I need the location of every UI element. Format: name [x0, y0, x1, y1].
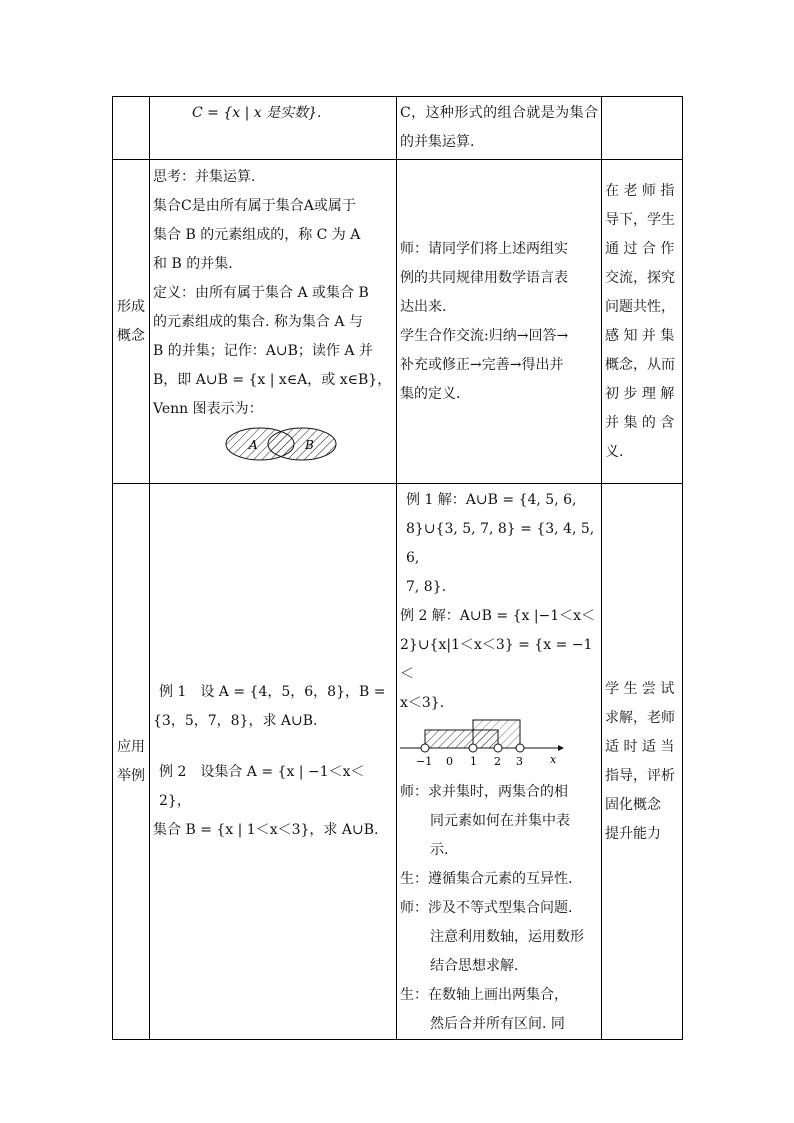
- solution-line: 2}∪{x|1＜x＜3} = {x = −1＜: [400, 637, 593, 682]
- purpose-line: 感 知 并 集: [605, 327, 675, 344]
- dialog-line: 结合思想求解.: [430, 958, 519, 974]
- stage-cell-empty: [113, 97, 150, 160]
- content-line: 集合C是由所有属于集合A或属于: [153, 198, 356, 214]
- venn-set-b: [268, 428, 336, 460]
- purpose-line: 概念，从而: [605, 356, 675, 373]
- content-cell: [150, 97, 397, 160]
- stage-label-concept: 形成概念: [113, 160, 150, 484]
- purpose-line: 交流，探究: [605, 269, 675, 286]
- concept-content-cell: [150, 160, 397, 484]
- tick-label: 2: [494, 755, 501, 768]
- teacher-line: 例的共同规律用数学语言表: [400, 269, 568, 286]
- teacher-line: 集的定义.: [400, 385, 461, 402]
- tick-label: −1: [416, 755, 433, 768]
- dialog-line: 生：在数轴上画出两集合，: [400, 987, 568, 1003]
- open-point: [494, 744, 502, 752]
- example2-line: 集合 B = {x | 1＜x＜3}，求 A∪B.: [153, 822, 379, 838]
- solution-line: 7, 8}.: [406, 579, 447, 595]
- teacher-cell: [397, 97, 602, 160]
- examples-content-cell: [150, 484, 397, 1040]
- tick-label: 0: [446, 755, 453, 768]
- tick-label: 3: [516, 755, 523, 768]
- purpose-cell-empty: [602, 97, 683, 160]
- table-row-concept: [113, 160, 683, 484]
- purpose-line: 适 时 适 当: [605, 738, 675, 755]
- purpose-line: 通 过 合 作: [605, 240, 675, 257]
- open-point: [469, 744, 477, 752]
- concept-purpose-cell: [602, 160, 683, 484]
- dialog-line: 注意利用数轴，运用数形: [430, 929, 584, 945]
- tick-label: 1: [470, 755, 477, 768]
- content-line: 集合 B 的元素组成的，称 C 为 A: [153, 227, 361, 243]
- axis-arrow-icon: [558, 745, 564, 751]
- lesson-plan-table: [112, 96, 683, 1040]
- teacher-line: 达出来.: [400, 298, 447, 315]
- dialog-line: 生：遵循集合元素的互异性.: [400, 871, 573, 887]
- purpose-line: 导下，学生: [605, 211, 675, 228]
- table-row-examples: [113, 484, 683, 1040]
- examples-teacher-cell: [397, 484, 602, 1040]
- purpose-line: 问题共性，: [605, 298, 675, 315]
- dialog-line: 师：涉及不等式型集合问题.: [400, 900, 573, 916]
- table-row-continuation: [113, 97, 683, 160]
- axis-label-x: x: [550, 753, 557, 766]
- content-line: B 的并集；记作：A∪B；读作 A 并: [153, 343, 373, 359]
- example1-line: {3，5，7，8}，求 A∪B.: [153, 713, 318, 729]
- purpose-line: 并 集 的 含: [605, 414, 675, 431]
- purpose-line: 指导，评析: [605, 767, 675, 784]
- example1-line: 例 1 设 A = {4，5，6，8}，B =: [159, 684, 386, 700]
- content-line: Venn 图表示为：: [153, 401, 263, 417]
- teacher-line: 师：请同学们将上述两组实: [400, 240, 568, 257]
- solution-line: 例 1 解：A∪B = {4, 5, 6,: [406, 492, 577, 508]
- teacher-text: C，这种形式的组合就是为集合的并集运算.: [400, 105, 598, 150]
- purpose-line: 学 生 尝 试: [605, 680, 675, 697]
- dialog-line: 师：求并集时，两集合的相: [400, 784, 568, 800]
- dialog-line: 示.: [430, 842, 449, 858]
- purpose-line: 求解，老师: [605, 709, 675, 726]
- content-line: 和 B 的并集.: [153, 256, 233, 272]
- dialog-line: 然后合并所有区间. 同: [430, 1016, 565, 1032]
- content-line: 定义：由所有属于集合 A 或集合 B: [153, 285, 369, 301]
- concept-teacher-cell: [397, 160, 602, 484]
- solution-line: 例 2 解：A∪B = {x |−1＜x＜: [400, 608, 596, 624]
- teacher-line: 补充或修正→完善→得出并: [400, 356, 564, 373]
- purpose-line: 提升能力: [605, 825, 661, 842]
- solution-line: x＜3}.: [400, 695, 445, 711]
- content-line: 思考：并集运算.: [153, 169, 256, 185]
- venn-label-b: B: [305, 438, 314, 452]
- purpose-line: 在 老 师 指: [605, 182, 675, 199]
- purpose-line: 固化概念: [605, 796, 661, 813]
- dialog-line: 同元素如何在并集中表: [430, 813, 570, 829]
- open-point: [516, 744, 524, 752]
- solution-line: 8}∪{3, 5, 7, 8} = {3, 4, 5, 6,: [406, 521, 595, 566]
- examples-purpose-cell: [602, 484, 683, 1040]
- teacher-line: 学生合作交流:归纳→回答→: [400, 327, 569, 344]
- venn-label-a: A: [249, 438, 258, 452]
- venn-diagram: [153, 424, 393, 464]
- content-line: 的元素组成的集合. 称为集合 A 与: [153, 314, 363, 330]
- purpose-line: 初 步 理 解: [605, 385, 675, 402]
- purpose-line: 义.: [605, 443, 624, 460]
- open-point: [421, 744, 429, 752]
- number-line-diagram: [400, 718, 598, 774]
- example2-line: 例 2 设集合 A = {x | −1＜x＜2}，: [159, 764, 365, 809]
- stage-label-examples: 应用举例: [113, 484, 150, 1040]
- content-line: B，即 A∪B = {x | x∈A，或 x∈B}，: [153, 372, 392, 388]
- set-c-definition: C = {x | x 是实数}.: [192, 105, 322, 121]
